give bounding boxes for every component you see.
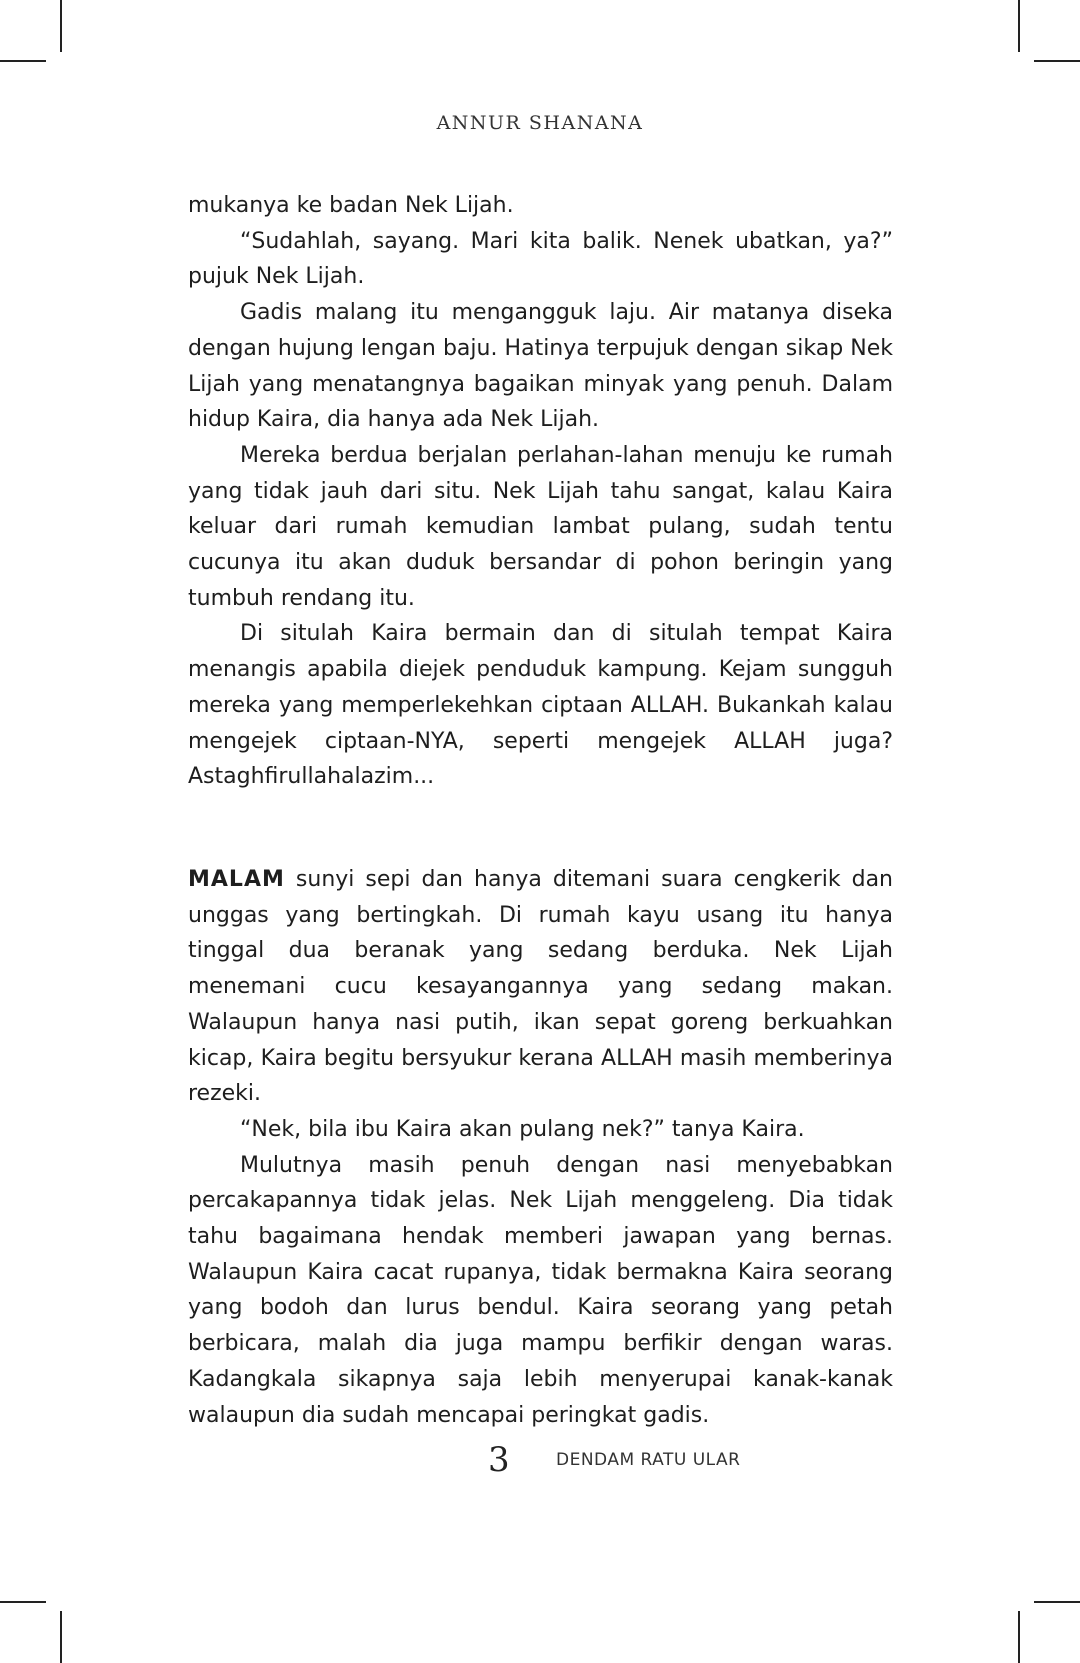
crop-mark-top-left-horizontal <box>0 60 46 62</box>
text-block-two <box>188 862 893 1433</box>
crop-mark-bottom-right-horizontal <box>1034 1601 1080 1603</box>
page-footer <box>0 1440 1080 1480</box>
running-head: ANNUR SHANANA <box>436 112 644 134</box>
paragraph: Mulutnya masih penuh dengan nasi menyebabkan percakapannya tidak jelas. Nek Lijah menggeleng. Dia tidak tahu bagaimana hendak memberi jawapan yang bernas. Walaupun Kaira cacat rupanya, tidak bermakna Kaira seorang yang bodoh dan lurus bendul. Kaira seorang yang petah berbicara, malah dia juga mampu berfikir dengan waras. Kadangkala sikapnya saja lebih menyerupai kanak-kanak walaupun dia sudah mencapai peringkat gadis. <box>188 1152 893 1428</box>
book-title: DENDAM RATU ULAR <box>556 1450 741 1470</box>
crop-mark-top-right-vertical <box>1018 0 1020 52</box>
section-opening-text: sunyi sepi dan hanya ditemani suara cengkerik dan unggas yang bertingkah. Di rumah kayu usang itu hanya tinggal dua beranak yang sedang berduka. Nek Lijah menemani cucu kesayangannya yang sedang makan. Walaupun hanya nasi putih, ikan sepat goreng berkuahkan kicap, Kaira begitu bersyukur kerana ALLAH masih memberinya rezeki. <box>188 867 893 1107</box>
page-number: 3 <box>488 1440 510 1480</box>
paragraph: Di situlah Kaira bermain dan di situlah tempat Kaira menangis apabila diejek penduduk kampung. Kejam sungguh mereka yang memperlekehkan ciptaan ALLAH. Bukankah kalau mengejek ciptaan-NYA, seperti mengejek ALLAH juga? Astaghfirullahalazim... <box>188 621 893 790</box>
paragraph: “Sudahlah, sayang. Mari kita balik. Nenek ubatkan, ya?” pujuk Nek Lijah. <box>188 228 893 290</box>
crop-mark-bottom-left-horizontal <box>0 1601 46 1603</box>
section-opening-paragraph <box>188 862 893 1112</box>
crop-mark-bottom-right-vertical <box>1018 1611 1020 1663</box>
crop-mark-top-right-horizontal <box>1034 60 1080 62</box>
text-block-one <box>188 188 893 795</box>
paragraph: “Nek, bila ibu Kaira akan pulang nek?” tanya Kaira. <box>240 1116 805 1142</box>
crop-mark-bottom-left-vertical <box>60 1611 62 1663</box>
paragraph: Gadis malang itu mengangguk laju. Air matanya diseka dengan hujung lengan baju. Hatinya terpujuk dengan sikap Nek Lijah yang menatangnya bagaikan minyak yang penuh. Dalam hidup Kaira, dia hanya ada Nek Lijah. <box>188 300 893 433</box>
paragraph: mukanya ke badan Nek Lijah. <box>188 193 514 218</box>
paragraph: Mereka berdua berjalan perlahan-lahan menuju ke rumah yang tidak jauh dari situ. Nek Lijah tahu sangat, kalau Kaira keluar dari rumah kemudian lambat pulang, sudah tentu cucunya itu akan duduk bersandar di pohon beringin yang tumbuh rendang itu. <box>188 442 893 611</box>
section-lead-word: MALAM <box>188 867 285 892</box>
crop-mark-top-left-vertical <box>60 0 62 52</box>
